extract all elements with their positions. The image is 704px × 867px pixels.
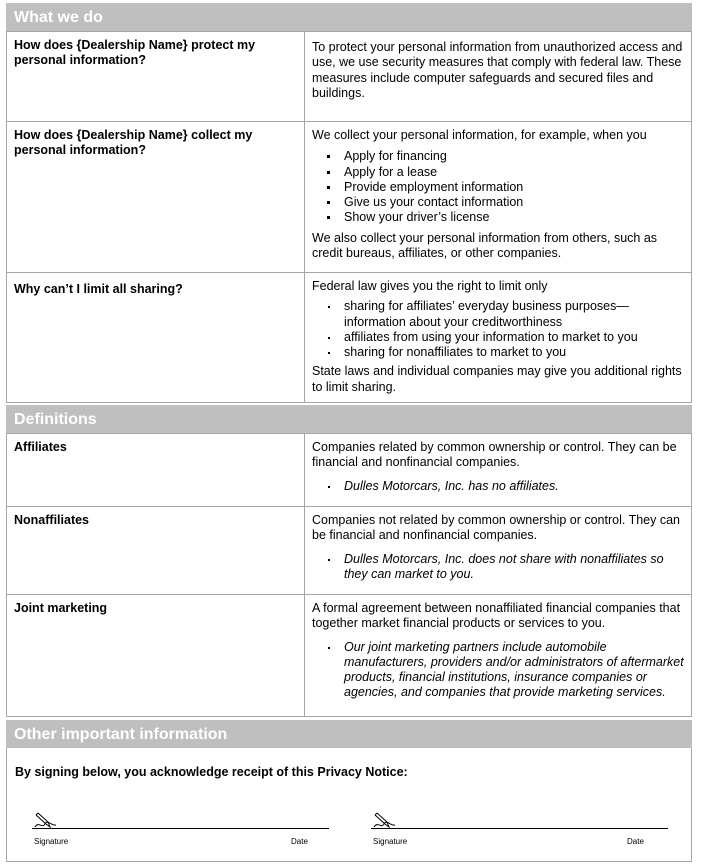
list-item: Apply for financing bbox=[312, 149, 684, 164]
answer-intro: Federal law gives you the right to limit only bbox=[312, 279, 548, 293]
definition-affiliates bbox=[305, 434, 692, 507]
date-label-1: Date bbox=[291, 837, 308, 846]
definitions-header: Definitions bbox=[6, 405, 692, 433]
limit-list bbox=[312, 299, 684, 360]
collect-list bbox=[312, 149, 684, 225]
answer-limit bbox=[305, 273, 692, 403]
note-list bbox=[312, 479, 684, 494]
list-item: affiliates from using your information to market to you bbox=[312, 330, 684, 345]
what-we-do-header: What we do bbox=[6, 3, 692, 31]
list-item: Our joint marketing partners include automobile manufacturers, providers and/or administrators of aftermarket products, financial institutions, insurance companies or agencies, and companies that provide marketing services. bbox=[312, 640, 684, 701]
table-row bbox=[7, 595, 692, 717]
signature-box bbox=[6, 748, 692, 862]
date-label-2: Date bbox=[627, 837, 644, 846]
answer-intro: We collect your personal information, for example, when you bbox=[312, 128, 647, 142]
answer-text: To protect your personal information from unauthorized access and use, we use security measures that comply with federal law. These measures include computer safeguards and secured files and buildings. bbox=[312, 40, 683, 100]
signature-label-1: Signature bbox=[34, 837, 69, 846]
list-item: sharing for affiliates’ everyday business purposes—information about your creditworthiness bbox=[312, 299, 684, 330]
note-list bbox=[312, 640, 684, 701]
table-row bbox=[7, 32, 692, 122]
question-protect: How does {Dealership Name} protect my personal information? bbox=[7, 32, 305, 122]
other-section bbox=[6, 720, 692, 862]
table-row bbox=[7, 273, 692, 403]
signature-line-2[interactable] bbox=[371, 828, 668, 829]
list-item: Show your driver’s license bbox=[312, 210, 684, 225]
answer-outro: State laws and individual companies may give you additional rights to limit sharing. bbox=[312, 364, 682, 394]
definitions-table bbox=[6, 433, 692, 717]
table-row bbox=[7, 434, 692, 507]
table-row bbox=[7, 122, 692, 273]
table-row bbox=[7, 507, 692, 595]
definition-joint-marketing bbox=[305, 595, 692, 717]
what-we-do-table bbox=[6, 31, 692, 403]
signature-label-2: Signature bbox=[373, 837, 408, 846]
list-item: Dulles Motorcars, Inc. does not share with nonaffiliates so they can market to you. bbox=[312, 552, 684, 583]
note-list bbox=[312, 552, 684, 583]
definition-text: Companies not related by common ownership or control. They can be financial and nonfinancial companies. bbox=[312, 513, 681, 543]
list-item: Apply for a lease bbox=[312, 165, 684, 180]
question-limit: Why can’t I limit all sharing? bbox=[7, 273, 305, 403]
definition-nonaffiliates bbox=[305, 507, 692, 595]
acknowledgement-text: By signing below, you acknowledge receipt of this Privacy Notice: bbox=[15, 765, 408, 779]
term-nonaffiliates: Nonaffiliates bbox=[7, 507, 305, 595]
what-we-do-section bbox=[6, 3, 692, 403]
term-joint-marketing: Joint marketing bbox=[7, 595, 305, 717]
definition-text: Companies related by common ownership or control. They can be financial and nonfinancial companies. bbox=[312, 440, 677, 470]
answer-protect bbox=[305, 32, 692, 122]
other-header: Other important information bbox=[6, 720, 692, 748]
list-item: Dulles Motorcars, Inc. has no affiliates. bbox=[312, 479, 684, 494]
signature-line-1[interactable] bbox=[32, 828, 329, 829]
list-item: Provide employment information bbox=[312, 180, 684, 195]
term-affiliates: Affiliates bbox=[7, 434, 305, 507]
answer-outro: We also collect your personal information from others, such as credit bureaus, affiliates, or other companies. bbox=[312, 230, 658, 261]
definition-text: A formal agreement between nonaffiliated financial companies that together market financial products or services to you. bbox=[312, 601, 681, 631]
question-collect: How does {Dealership Name} collect my personal information? bbox=[7, 122, 305, 273]
list-item: sharing for nonaffiliates to market to you bbox=[312, 345, 684, 360]
definitions-section bbox=[6, 405, 692, 717]
answer-collect bbox=[305, 122, 692, 273]
list-item: Give us your contact information bbox=[312, 195, 684, 210]
